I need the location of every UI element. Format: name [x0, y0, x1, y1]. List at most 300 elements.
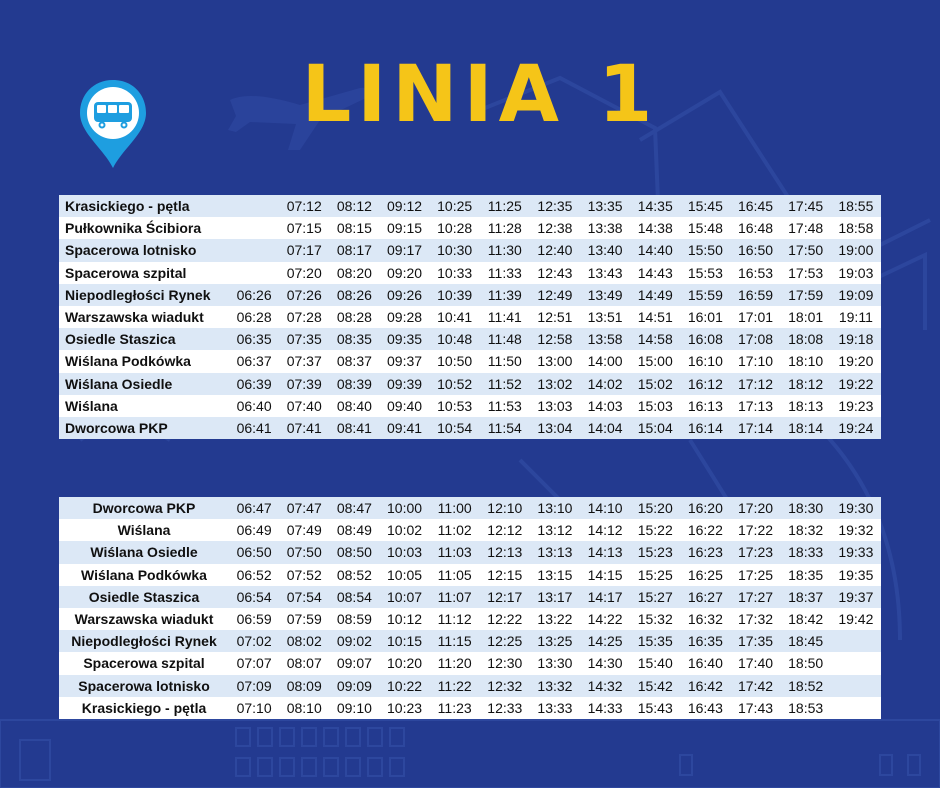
departure-time: 15:32	[630, 608, 680, 630]
departure-time: 14:38	[630, 217, 680, 239]
departure-time: 17:10	[730, 350, 780, 372]
departure-time: 07:28	[279, 306, 329, 328]
departure-time: 13:32	[530, 675, 580, 697]
stop-name: Niepodległości Rynek	[59, 284, 229, 306]
departure-time: 07:17	[279, 239, 329, 261]
timetable-row	[59, 328, 881, 350]
departure-time: 17:01	[730, 306, 780, 328]
departure-time: 19:00	[831, 239, 881, 261]
departure-time: 07:52	[279, 564, 329, 586]
departure-time: 16:08	[680, 328, 730, 350]
timetable-row	[59, 608, 881, 630]
departure-time: 13:38	[580, 217, 630, 239]
departure-time: 18:13	[781, 395, 831, 417]
departure-time: 19:18	[831, 328, 881, 350]
departure-time: 13:04	[530, 417, 580, 439]
departure-time: 09:40	[379, 395, 429, 417]
departure-time: 18:35	[781, 564, 831, 586]
departure-time: 15:20	[630, 497, 680, 519]
departure-time: 16:45	[730, 195, 780, 217]
stop-name: Niepodległości Rynek	[59, 630, 229, 652]
departure-time: 08:26	[329, 284, 379, 306]
timetable-row	[59, 630, 881, 652]
stop-name: Osiedle Staszica	[59, 586, 229, 608]
departure-time: 17:20	[730, 497, 780, 519]
departure-time: 06:40	[229, 395, 279, 417]
departure-time: 09:09	[329, 675, 379, 697]
departure-time: 09:37	[379, 350, 429, 372]
departure-time: 17:40	[730, 652, 780, 674]
departure-time: 17:08	[730, 328, 780, 350]
departure-time: 16:27	[680, 586, 730, 608]
departure-time: 14:30	[580, 652, 630, 674]
timetable-row	[59, 262, 881, 284]
departure-time: 11:30	[480, 239, 530, 261]
departure-time: 13:40	[580, 239, 630, 261]
departure-time: 16:48	[730, 217, 780, 239]
departure-time: 16:23	[680, 541, 730, 563]
departure-time: 10:20	[379, 652, 429, 674]
departure-time: 11:25	[480, 195, 530, 217]
departure-time: 10:54	[430, 417, 480, 439]
departure-time: 16:20	[680, 497, 730, 519]
departure-time: 10:41	[430, 306, 480, 328]
departure-time: 17:25	[730, 564, 780, 586]
timetable-row	[59, 675, 881, 697]
departure-time: 14:17	[580, 586, 630, 608]
stop-name: Krasickiego - pętla	[59, 195, 229, 217]
departure-time: 07:10	[229, 697, 279, 719]
departure-time: 18:10	[781, 350, 831, 372]
departure-time: 16:12	[680, 373, 730, 395]
departure-time: 09:02	[329, 630, 379, 652]
departure-time: 18:50	[781, 652, 831, 674]
departure-time: 14:15	[580, 564, 630, 586]
departure-time: 19:20	[831, 350, 881, 372]
departure-time: 13:15	[530, 564, 580, 586]
departure-time: 12:10	[480, 497, 530, 519]
stop-name: Spacerowa szpital	[59, 262, 229, 284]
departure-time: 17:14	[730, 417, 780, 439]
departure-time	[831, 675, 881, 697]
stop-name: Wiślana Podkówka	[59, 350, 229, 372]
departure-time: 18:37	[781, 586, 831, 608]
departure-time: 14:51	[630, 306, 680, 328]
departure-time: 07:07	[229, 652, 279, 674]
departure-time: 12:58	[530, 328, 580, 350]
departure-time: 13:58	[580, 328, 630, 350]
departure-time: 11:15	[430, 630, 480, 652]
departure-time: 08:54	[329, 586, 379, 608]
departure-time: 13:30	[530, 652, 580, 674]
departure-time: 10:30	[430, 239, 480, 261]
departure-time: 17:48	[781, 217, 831, 239]
departure-time: 11:03	[430, 541, 480, 563]
departure-time: 07:12	[279, 195, 329, 217]
departure-time: 16:13	[680, 395, 730, 417]
departure-time: 14:12	[580, 519, 630, 541]
departure-time: 06:52	[229, 564, 279, 586]
departure-time: 09:12	[379, 195, 429, 217]
departure-time: 19:23	[831, 395, 881, 417]
departure-time: 08:40	[329, 395, 379, 417]
departure-time: 08:50	[329, 541, 379, 563]
departure-time: 10:15	[379, 630, 429, 652]
timetable-row	[59, 239, 881, 261]
departure-time: 17:32	[730, 608, 780, 630]
departure-time	[831, 630, 881, 652]
departure-time: 18:58	[831, 217, 881, 239]
departure-time: 18:08	[781, 328, 831, 350]
departure-time: 17:53	[781, 262, 831, 284]
departure-time: 10:03	[379, 541, 429, 563]
departure-time: 11:23	[430, 697, 480, 719]
stop-name: Spacerowa lotnisko	[59, 239, 229, 261]
departure-time: 07:47	[279, 497, 329, 519]
departure-time: 12:35	[530, 195, 580, 217]
departure-time: 09:10	[329, 697, 379, 719]
departure-time: 14:02	[580, 373, 630, 395]
stop-name: Dworcowa PKP	[59, 497, 229, 519]
departure-time: 13:13	[530, 541, 580, 563]
departure-time: 13:49	[580, 284, 630, 306]
departure-time: 19:42	[831, 608, 881, 630]
departure-time: 06:37	[229, 350, 279, 372]
departure-time: 09:39	[379, 373, 429, 395]
departure-time: 12:32	[480, 675, 530, 697]
departure-time: 14:35	[630, 195, 680, 217]
departure-time: 14:58	[630, 328, 680, 350]
departure-time: 06:28	[229, 306, 279, 328]
departure-time: 19:30	[831, 497, 881, 519]
departure-time: 12:25	[480, 630, 530, 652]
departure-time: 08:59	[329, 608, 379, 630]
departure-time: 10:23	[379, 697, 429, 719]
departure-time: 19:22	[831, 373, 881, 395]
departure-time: 18:33	[781, 541, 831, 563]
departure-time: 12:49	[530, 284, 580, 306]
departure-time: 18:14	[781, 417, 831, 439]
departure-time: 18:32	[781, 519, 831, 541]
departure-time: 15:42	[630, 675, 680, 697]
departure-time: 13:25	[530, 630, 580, 652]
departure-time: 07:59	[279, 608, 329, 630]
departure-time: 18:01	[781, 306, 831, 328]
departure-time: 13:17	[530, 586, 580, 608]
departure-time: 17:59	[781, 284, 831, 306]
departure-time: 08:09	[279, 675, 329, 697]
departure-time: 07:26	[279, 284, 329, 306]
departure-time: 11:28	[480, 217, 530, 239]
departure-time: 12:51	[530, 306, 580, 328]
departure-time: 06:50	[229, 541, 279, 563]
departure-time: 12:13	[480, 541, 530, 563]
departure-time: 08:07	[279, 652, 329, 674]
departure-time: 10:53	[430, 395, 480, 417]
departure-time: 11:33	[480, 262, 530, 284]
departure-time: 18:30	[781, 497, 831, 519]
departure-time: 17:50	[781, 239, 831, 261]
departure-time: 10:39	[430, 284, 480, 306]
departure-time: 10:33	[430, 262, 480, 284]
departure-time: 15:03	[630, 395, 680, 417]
departure-time: 15:02	[630, 373, 680, 395]
departure-time	[229, 195, 279, 217]
stop-name: Warszawska wiadukt	[59, 306, 229, 328]
departure-time: 16:22	[680, 519, 730, 541]
departure-time: 11:20	[430, 652, 480, 674]
departure-time	[831, 652, 881, 674]
departure-time: 16:14	[680, 417, 730, 439]
stop-name: Warszawska wiadukt	[59, 608, 229, 630]
departure-time: 17:43	[730, 697, 780, 719]
timetable-row	[59, 395, 881, 417]
departure-time: 07:15	[279, 217, 329, 239]
departure-time: 15:27	[630, 586, 680, 608]
departure-time: 16:10	[680, 350, 730, 372]
departure-time: 15:43	[630, 697, 680, 719]
departure-time: 15:25	[630, 564, 680, 586]
departure-time	[229, 239, 279, 261]
departure-time: 11:02	[430, 519, 480, 541]
departure-time: 19:33	[831, 541, 881, 563]
timetable-row	[59, 417, 881, 439]
departure-time: 07:40	[279, 395, 329, 417]
departure-time: 10:52	[430, 373, 480, 395]
departure-time: 16:32	[680, 608, 730, 630]
departure-time: 11:07	[430, 586, 480, 608]
departure-time: 08:39	[329, 373, 379, 395]
departure-time: 17:22	[730, 519, 780, 541]
departure-time: 11:41	[480, 306, 530, 328]
departure-time: 10:25	[430, 195, 480, 217]
departure-time: 15:59	[680, 284, 730, 306]
departure-time: 06:59	[229, 608, 279, 630]
departure-time: 08:28	[329, 306, 379, 328]
departure-time: 09:41	[379, 417, 429, 439]
departure-time: 16:53	[730, 262, 780, 284]
departure-time: 11:52	[480, 373, 530, 395]
departure-time: 17:27	[730, 586, 780, 608]
departure-time: 10:12	[379, 608, 429, 630]
departure-time: 07:50	[279, 541, 329, 563]
departure-time: 17:12	[730, 373, 780, 395]
departure-time: 10:48	[430, 328, 480, 350]
departure-time: 08:02	[279, 630, 329, 652]
timetable-row	[59, 306, 881, 328]
departure-time: 10:05	[379, 564, 429, 586]
timetable-row	[59, 697, 881, 719]
departure-time: 15:50	[680, 239, 730, 261]
stop-name: Osiedle Staszica	[59, 328, 229, 350]
departure-time: 17:35	[730, 630, 780, 652]
departure-time: 16:40	[680, 652, 730, 674]
timetable-row	[59, 564, 881, 586]
departure-time: 14:22	[580, 608, 630, 630]
departure-time: 12:15	[480, 564, 530, 586]
departure-time: 15:35	[630, 630, 680, 652]
departure-time: 13:35	[580, 195, 630, 217]
departure-time: 14:13	[580, 541, 630, 563]
timetable-outbound	[59, 195, 881, 439]
departure-time: 19:37	[831, 586, 881, 608]
departure-time: 08:52	[329, 564, 379, 586]
departure-time: 06:54	[229, 586, 279, 608]
timetable-row	[59, 541, 881, 563]
departure-time: 06:49	[229, 519, 279, 541]
departure-time: 06:47	[229, 497, 279, 519]
departure-time: 13:51	[580, 306, 630, 328]
departure-time: 08:41	[329, 417, 379, 439]
departure-time: 18:52	[781, 675, 831, 697]
departure-time	[831, 697, 881, 719]
departure-time: 16:01	[680, 306, 730, 328]
departure-time: 07:41	[279, 417, 329, 439]
departure-time: 17:13	[730, 395, 780, 417]
timetable-row	[59, 284, 881, 306]
departure-time: 18:55	[831, 195, 881, 217]
stop-name: Wiślana	[59, 395, 229, 417]
departure-time: 19:35	[831, 564, 881, 586]
departure-time: 06:39	[229, 373, 279, 395]
timetable-return	[59, 497, 881, 719]
departure-time: 07:20	[279, 262, 329, 284]
departure-time: 17:23	[730, 541, 780, 563]
departure-time: 16:50	[730, 239, 780, 261]
departure-time: 09:26	[379, 284, 429, 306]
timetable-row	[59, 652, 881, 674]
departure-time: 15:45	[680, 195, 730, 217]
departure-time: 07:02	[229, 630, 279, 652]
departure-time: 11:39	[480, 284, 530, 306]
departure-time: 12:22	[480, 608, 530, 630]
departure-time: 09:17	[379, 239, 429, 261]
stop-name: Dworcowa PKP	[59, 417, 229, 439]
departure-time: 14:32	[580, 675, 630, 697]
departure-time: 06:26	[229, 284, 279, 306]
departure-time: 13:12	[530, 519, 580, 541]
departure-time: 07:37	[279, 350, 329, 372]
departure-time: 13:33	[530, 697, 580, 719]
stop-name: Wiślana Podkówka	[59, 564, 229, 586]
page-title: LINIA 1	[301, 50, 659, 140]
departure-time: 13:10	[530, 497, 580, 519]
stop-name: Spacerowa lotnisko	[59, 675, 229, 697]
departure-time: 10:07	[379, 586, 429, 608]
departure-time: 10:02	[379, 519, 429, 541]
stop-name: Pułkownika Ścibiora	[59, 217, 229, 239]
departure-time: 13:00	[530, 350, 580, 372]
departure-time: 08:20	[329, 262, 379, 284]
departure-time: 14:40	[630, 239, 680, 261]
departure-time: 18:45	[781, 630, 831, 652]
departure-time: 08:47	[329, 497, 379, 519]
departure-time: 13:43	[580, 262, 630, 284]
stop-name: Wiślana Osiedle	[59, 373, 229, 395]
departure-time: 07:49	[279, 519, 329, 541]
departure-time: 14:03	[580, 395, 630, 417]
departure-time: 15:53	[680, 262, 730, 284]
departure-time: 12:40	[530, 239, 580, 261]
departure-time: 12:30	[480, 652, 530, 674]
stop-name: Wiślana	[59, 519, 229, 541]
departure-time: 19:09	[831, 284, 881, 306]
stop-name: Wiślana Osiedle	[59, 541, 229, 563]
stop-name: Spacerowa szpital	[59, 652, 229, 674]
departure-time: 19:03	[831, 262, 881, 284]
timetable-row	[59, 373, 881, 395]
departure-time: 09:28	[379, 306, 429, 328]
departure-time: 14:33	[580, 697, 630, 719]
departure-time: 13:22	[530, 608, 580, 630]
departure-time: 19:24	[831, 417, 881, 439]
departure-time: 14:00	[580, 350, 630, 372]
timetable-row	[59, 519, 881, 541]
departure-time: 13:02	[530, 373, 580, 395]
departure-time: 09:35	[379, 328, 429, 350]
departure-time: 19:32	[831, 519, 881, 541]
departure-time: 06:35	[229, 328, 279, 350]
departure-time: 06:41	[229, 417, 279, 439]
departure-time: 10:22	[379, 675, 429, 697]
departure-time: 08:35	[329, 328, 379, 350]
stop-name: Krasickiego - pętla	[59, 697, 229, 719]
departure-time: 14:25	[580, 630, 630, 652]
departure-time: 15:23	[630, 541, 680, 563]
timetable-row	[59, 350, 881, 372]
departure-time: 11:22	[430, 675, 480, 697]
departure-time	[229, 217, 279, 239]
departure-time: 16:35	[680, 630, 730, 652]
departure-time: 07:54	[279, 586, 329, 608]
departure-time: 14:04	[580, 417, 630, 439]
departure-time: 08:37	[329, 350, 379, 372]
departure-time: 15:48	[680, 217, 730, 239]
departure-time: 14:49	[630, 284, 680, 306]
departure-time: 18:12	[781, 373, 831, 395]
departure-time: 15:04	[630, 417, 680, 439]
departure-time: 18:42	[781, 608, 831, 630]
departure-time: 10:50	[430, 350, 480, 372]
departure-time: 11:12	[430, 608, 480, 630]
departure-time: 09:07	[329, 652, 379, 674]
departure-time: 10:28	[430, 217, 480, 239]
departure-time: 08:49	[329, 519, 379, 541]
departure-time: 11:48	[480, 328, 530, 350]
departure-time: 16:59	[730, 284, 780, 306]
departure-time: 15:22	[630, 519, 680, 541]
departure-time: 11:00	[430, 497, 480, 519]
departure-time: 16:43	[680, 697, 730, 719]
departure-time	[229, 262, 279, 284]
departure-time: 14:43	[630, 262, 680, 284]
departure-time: 12:38	[530, 217, 580, 239]
departure-time: 12:43	[530, 262, 580, 284]
departure-time: 07:35	[279, 328, 329, 350]
departure-time: 08:15	[329, 217, 379, 239]
departure-time: 19:11	[831, 306, 881, 328]
timetable-row	[59, 217, 881, 239]
departure-time: 10:00	[379, 497, 429, 519]
departure-time: 12:17	[480, 586, 530, 608]
departure-time: 16:25	[680, 564, 730, 586]
timetable-row	[59, 497, 881, 519]
departure-time: 15:40	[630, 652, 680, 674]
departure-time: 09:15	[379, 217, 429, 239]
departure-time: 11:53	[480, 395, 530, 417]
departure-time: 08:12	[329, 195, 379, 217]
departure-time: 16:42	[680, 675, 730, 697]
